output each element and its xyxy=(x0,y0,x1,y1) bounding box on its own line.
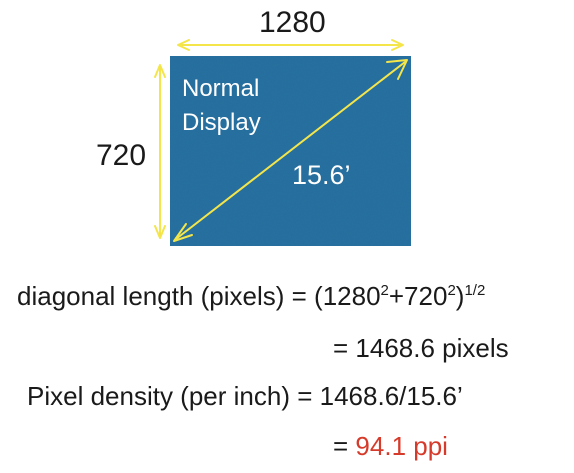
width-label: 1280 xyxy=(259,6,326,39)
exponent-3: 1/2 xyxy=(464,282,486,299)
height-arrow xyxy=(155,65,165,238)
height-label: 720 xyxy=(96,139,147,172)
screen-label-line2: Display xyxy=(182,109,261,136)
width-arrow xyxy=(178,40,403,50)
diagonal-equation-mid: +720 xyxy=(388,281,448,311)
density-equation xyxy=(27,383,463,409)
density-equation-rhs: 1468.6/15.6’ xyxy=(319,381,463,411)
density-result-equals: = xyxy=(333,431,349,461)
exponent-2: 2 xyxy=(447,282,456,299)
diagonal-result: = 1468.6 pixels xyxy=(333,333,509,363)
diagonal-equation-lhs: diagonal length (pixels) = xyxy=(17,281,307,311)
density-result xyxy=(333,433,448,459)
diagonal-equation-open: (1280 xyxy=(314,281,381,311)
density-equation-lhs: Pixel density (per inch) = xyxy=(27,381,313,411)
exponent-1: 2 xyxy=(380,282,389,299)
screen-label-line1: Normal xyxy=(182,75,260,102)
diagonal-size-label: 15.6’ xyxy=(292,160,351,190)
density-result-value: 94.1 ppi xyxy=(355,431,448,461)
diagonal-equation xyxy=(17,283,485,309)
diagonal-equation-close: ) xyxy=(455,281,465,311)
